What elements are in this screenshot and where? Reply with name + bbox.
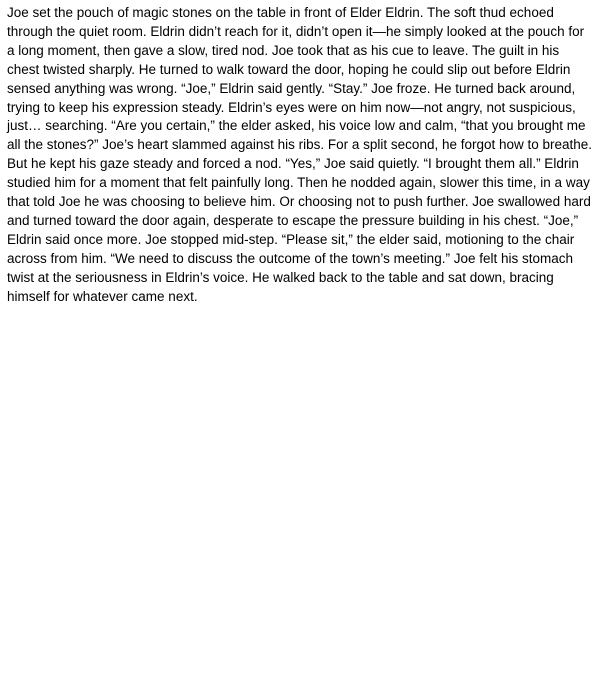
- story-paragraph: Joe set the pouch of magic stones on the table in front of Elder Eldrin. The soft thud echoed through the quiet room. Eldrin didn’t reach for it, didn’t open it—he simply looked at the pouch for a long moment, then gave a slow, tired nod. Joe took that as his cue to leave. The guilt in his chest twisted sharply. He turned to walk toward the door, hoping he could slip out before Eldrin sensed anything was wrong. “Joe,” Eldrin said gently. “Stay.” Joe froze. He turned back around, trying to keep his expression steady. Eldrin’s eyes were on him now—not angry, not suspicious, just… searching. “Are you certain,” the elder asked, his voice low and calm, “that you brought me all the stones?” Joe’s heart slammed against his ribs. For a split second, he forgot how to breathe. But he kept his gaze steady and forced a nod. “Yes,” Joe said quietly. “I brought them all.” Eldrin studied him for a moment that felt painfully long. Then he nodded again, slower this time, in a way that told Joe he was choosing to believe him. Or choosing not to push further. Joe swallowed hard and turned toward the door again, desperate to escape the pressure building in his chest. “Joe,” Eldrin said once more. Joe stopped mid-step. “Please sit,” the elder said, motioning to the chair across from him. “We need to discuss the outcome of the town’s meeting.” Joe felt his stomach twist at the seriousness in Eldrin’s voice. He walked back to the table and sat down, bracing himself for whatever came next.: [7, 5, 593, 304]
